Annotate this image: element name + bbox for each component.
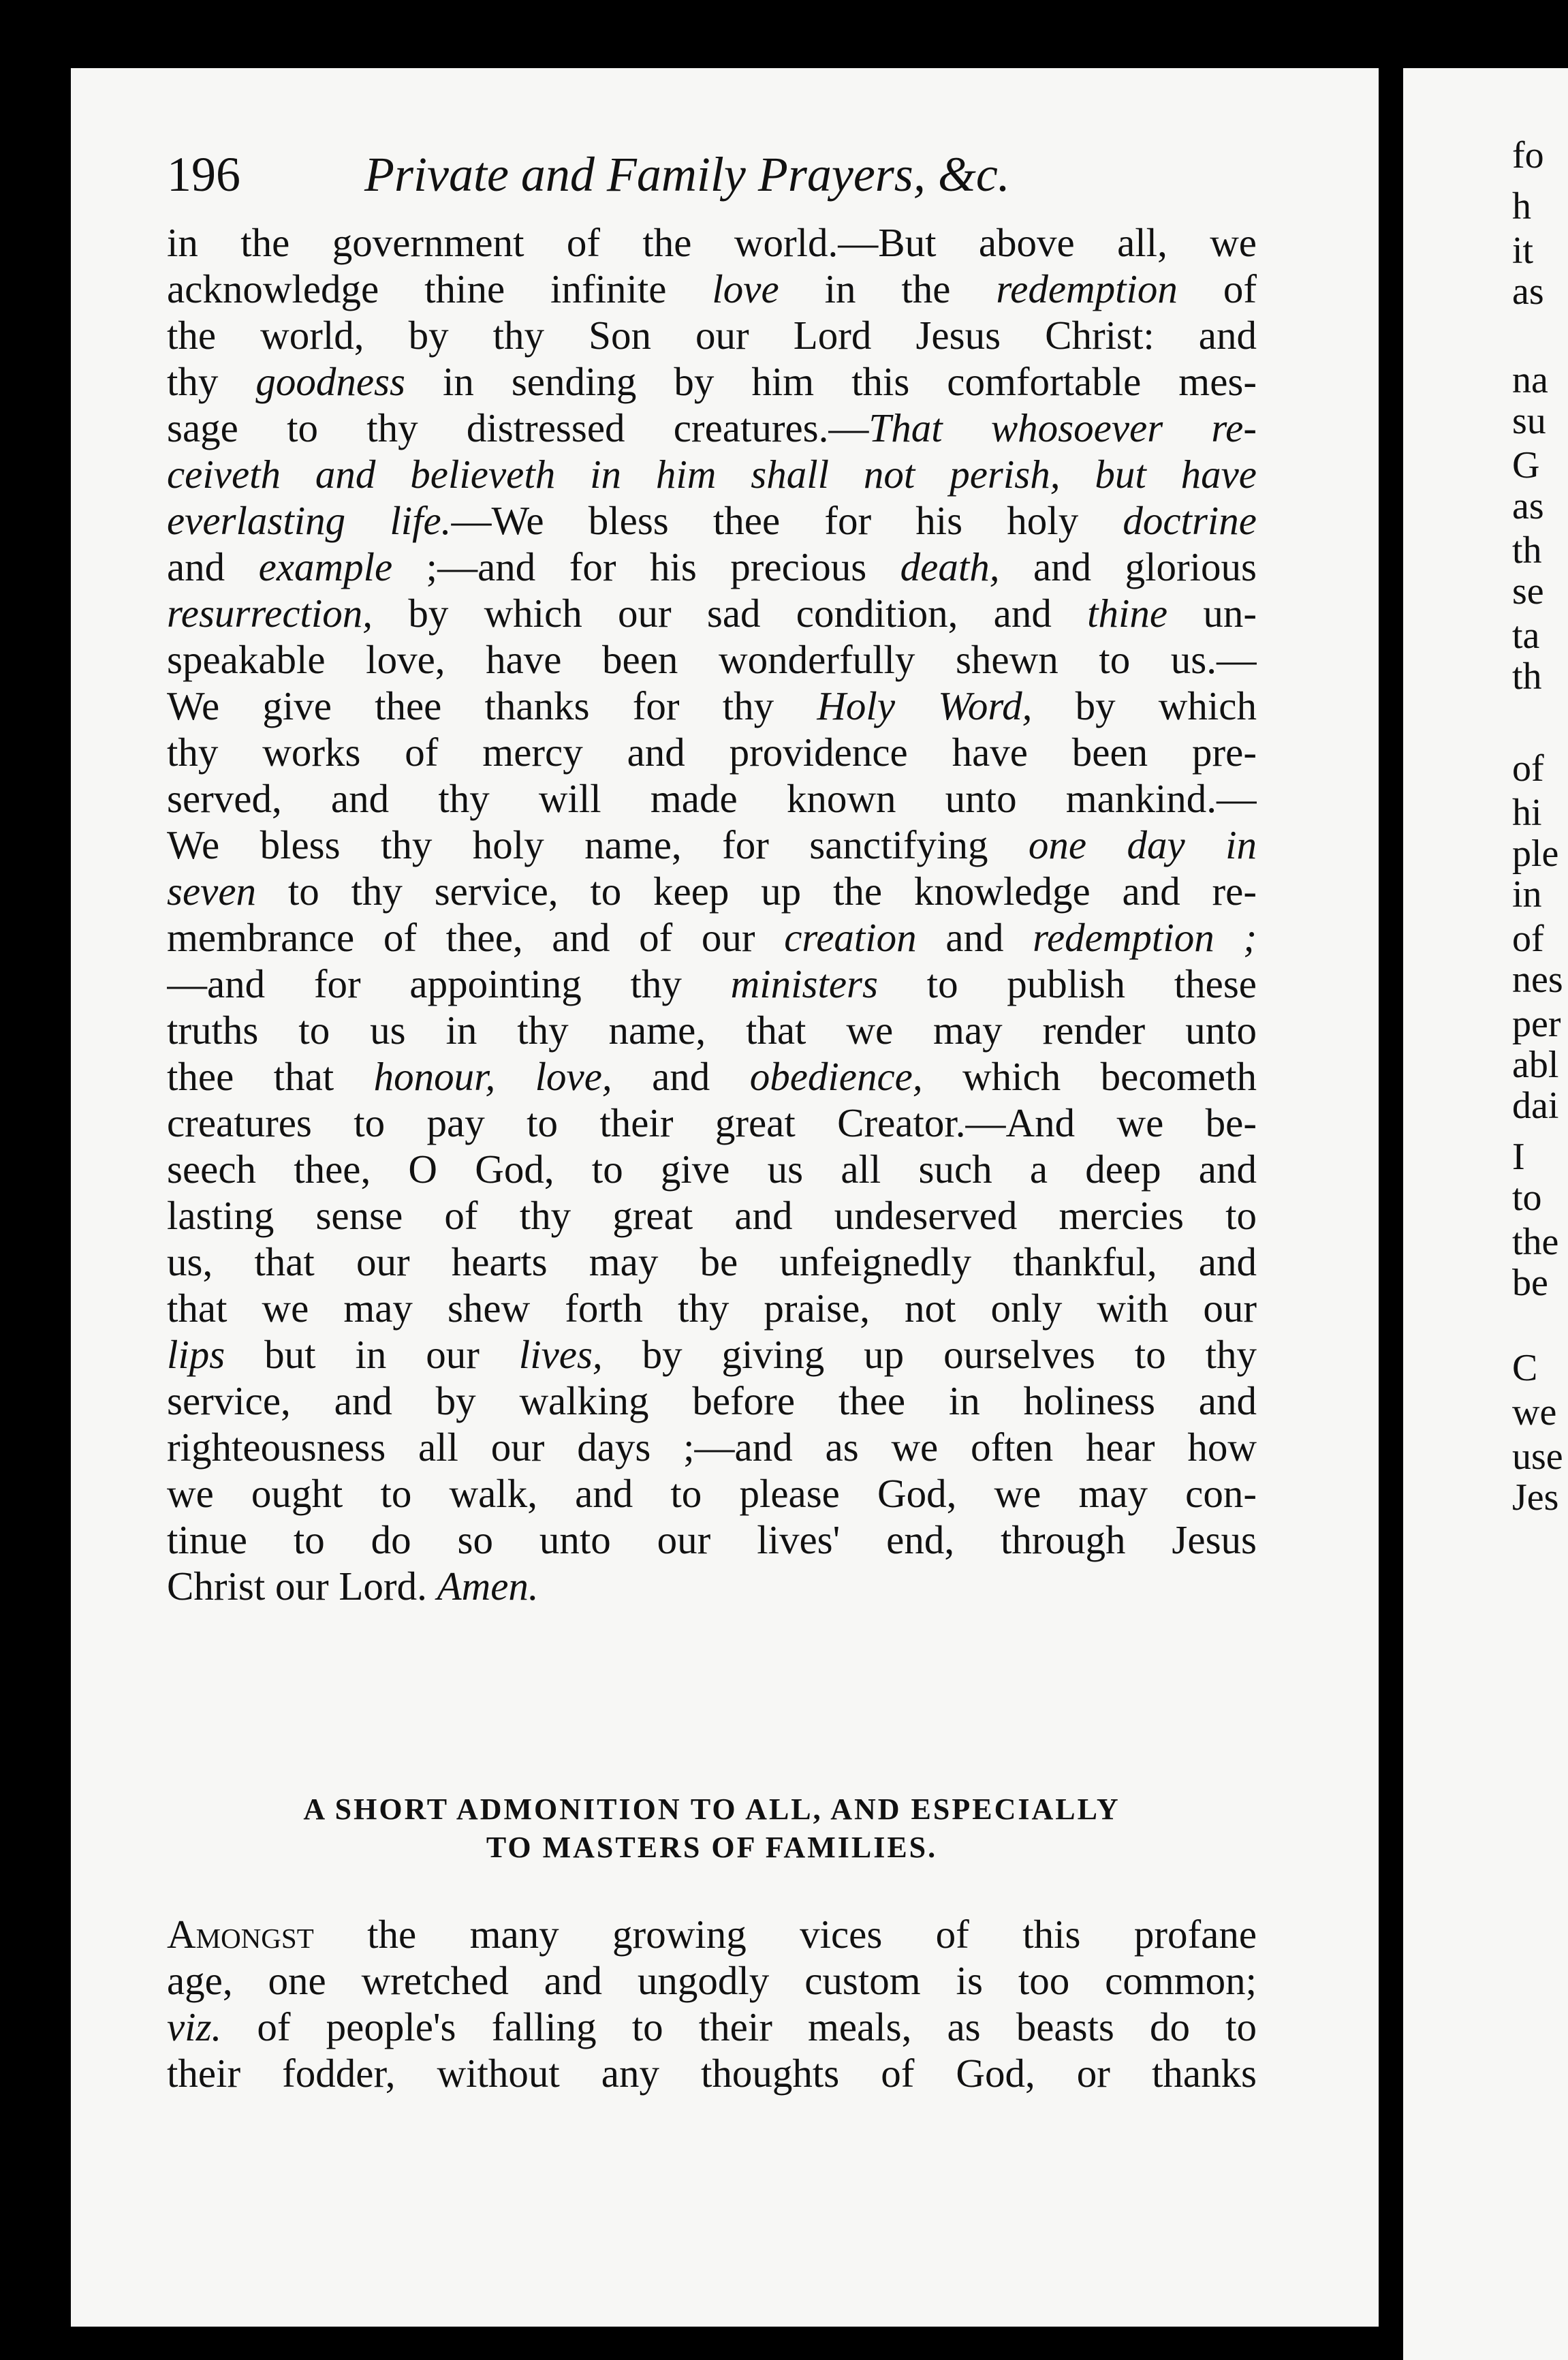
text-run: tinue to do so unto our lives' end, through Jesus <box>167 1517 1257 1562</box>
facing-page-fragment: nes <box>1512 959 1563 1001</box>
facing-page-fragment: of <box>1512 747 1544 790</box>
text-run: —and for appointing thy <box>167 961 731 1006</box>
text-line <box>167 2004 1257 2050</box>
text-run-italic: honour, love, <box>373 1054 612 1099</box>
text-line <box>167 729 1257 775</box>
text-run: to thy service, to keep up the knowledge and re- <box>256 869 1257 914</box>
facing-page-fragment: be <box>1512 1262 1548 1304</box>
facing-page-fragment: to <box>1512 1177 1542 1219</box>
text-line <box>167 1331 1257 1378</box>
text-run-italic: lives, <box>518 1332 603 1377</box>
text-run-italic: goodness <box>255 359 405 404</box>
text-line <box>167 775 1257 822</box>
text-run: by giving up ourselves to thy <box>602 1332 1257 1377</box>
text-run: un- <box>1167 591 1257 636</box>
text-run: Christ our Lord. <box>167 1564 437 1609</box>
text-run: sage to thy distressed creatures.— <box>167 405 869 450</box>
text-line <box>167 590 1257 636</box>
text-line <box>167 405 1257 451</box>
facing-page <box>1403 68 1568 2360</box>
text-run: of people's falling to their meals, as beasts do to <box>221 2004 1257 2049</box>
text-line <box>167 451 1257 497</box>
facing-page-fragment: th <box>1512 655 1542 698</box>
facing-page-fragment: abl <box>1512 1044 1559 1086</box>
text-run-italic: seven <box>167 869 257 914</box>
text-run: seech thee, O God, to give us all such a deep and <box>167 1147 1257 1192</box>
running-title: Private and Family Prayers, &c. <box>364 147 1010 202</box>
text-run-italic: redemption <box>996 266 1178 311</box>
text-line <box>167 868 1257 914</box>
text-run-italic: obedience, <box>749 1054 923 1099</box>
facing-page-fragment: as <box>1512 270 1544 313</box>
text-line <box>167 1517 1257 1563</box>
text-run: and <box>612 1054 750 1099</box>
text-run-italic: thine <box>1087 591 1168 636</box>
text-line <box>167 1378 1257 1424</box>
text-run: and <box>167 544 259 589</box>
text-run: that we may shew forth thy praise, not only with our <box>167 1286 1257 1331</box>
admonition-text <box>167 1911 1257 2096</box>
text-run-italic: ceiveth and believeth in him shall not perish, but have <box>167 452 1257 497</box>
text-line <box>167 1470 1257 1517</box>
text-run-italic: That whosoever re- <box>868 405 1257 450</box>
text-run: the world, by thy Son our Lord Jesus Christ: and <box>167 313 1257 358</box>
text-run: truths to us in thy name, that we may render unto <box>167 1008 1257 1053</box>
text-run: service, and by walking before thee in holiness and <box>167 1378 1257 1423</box>
facing-page-fragment: as <box>1512 485 1544 527</box>
text-run: in sending by him this comfortable mes- <box>405 359 1257 404</box>
page-number: 196 <box>167 147 240 202</box>
text-run: served, and thy will made known unto mankind.— <box>167 776 1257 821</box>
text-run: which becometh <box>922 1054 1257 1099</box>
text-run-italic: lips <box>167 1332 225 1377</box>
facing-page-fragment: G <box>1512 444 1540 486</box>
text-line <box>167 1285 1257 1331</box>
text-run: us, that our hearts may be unfeignedly thankful, and <box>167 1239 1257 1284</box>
text-run: thy <box>167 359 256 404</box>
text-run: We give thee thanks for thy <box>167 683 817 728</box>
text-run-italic: death, <box>900 544 1000 589</box>
facing-page-fragment: we <box>1512 1391 1557 1433</box>
facing-page-fragment: it <box>1512 230 1534 272</box>
text-run: and glorious <box>999 544 1257 589</box>
text-run-italic: ministers <box>730 961 878 1006</box>
text-line <box>167 961 1257 1007</box>
text-run: speakable love, have been wonderfully shewn to us.— <box>167 637 1257 682</box>
text-run: thy works of mercy and providence have been pre- <box>167 730 1257 775</box>
text-line <box>167 1100 1257 1146</box>
text-line <box>167 1239 1257 1285</box>
text-run-italic: Amen. <box>437 1564 539 1609</box>
text-run-italic: love <box>712 266 779 311</box>
text-run-italic: resurrection, <box>167 591 373 636</box>
section-heading <box>167 1790 1257 1867</box>
text-run-italic: one day in <box>1028 822 1257 867</box>
facing-page-fragment: per <box>1512 1003 1561 1045</box>
text-line <box>167 1911 1257 1957</box>
facing-page-fragment: dai <box>1512 1085 1559 1127</box>
section-heading-line-1: A SHORT ADMONITION TO ALL, AND ESPECIALLY <box>303 1792 1120 1826</box>
text-run: by which our sad condition, and <box>373 591 1088 636</box>
text-line <box>167 1563 1257 1609</box>
text-run: of <box>1177 266 1257 311</box>
text-run-italic: Holy Word, <box>817 683 1033 728</box>
text-run: the many growing vices of this profane <box>313 1912 1257 1957</box>
text-run: righteousness all our days ;—and as we often hear how <box>167 1425 1257 1470</box>
text-line <box>167 544 1257 590</box>
text-run: we ought to walk, and to please God, we may con- <box>167 1471 1257 1516</box>
text-run: ;—and for his precious <box>392 544 900 589</box>
text-run: acknowledge thine infinite <box>167 266 712 311</box>
text-line <box>167 636 1257 683</box>
facing-page-fragment: h <box>1512 185 1531 228</box>
text-run: by which <box>1032 683 1257 728</box>
text-run-italic: doctrine <box>1123 498 1257 543</box>
text-run: creatures to pay to their great Creator.—And we be- <box>167 1100 1257 1145</box>
facing-page-fragment: I <box>1512 1136 1525 1178</box>
text-run: thee that <box>167 1054 374 1099</box>
facing-page-fragment: na <box>1512 359 1548 401</box>
facing-page-fragment: C <box>1512 1347 1538 1389</box>
text-line <box>167 1424 1257 1470</box>
text-line <box>167 312 1257 358</box>
text-line <box>167 497 1257 544</box>
text-run: but in our <box>225 1332 519 1377</box>
facing-page-fragment: hi <box>1512 792 1542 834</box>
facing-page-fragment: se <box>1512 570 1544 612</box>
text-line <box>167 1053 1257 1100</box>
text-run-italic: example <box>258 544 393 589</box>
text-line <box>167 914 1257 961</box>
text-line: their fodder, without any thoughts of God, or thanks <box>167 2051 1257 2096</box>
text-run: and <box>916 915 1033 960</box>
prayer-text <box>167 219 1257 1609</box>
running-head <box>167 146 1257 201</box>
text-run-italic: everlasting life. <box>167 498 452 543</box>
facing-page-fragment: fo <box>1512 134 1544 176</box>
facing-page-fragment: su <box>1512 400 1546 442</box>
text-line <box>167 266 1257 312</box>
text-run: —We bless thee for his holy <box>451 498 1123 543</box>
text-run: membrance of thee, and of our <box>167 915 785 960</box>
facing-page-fragment: Jes <box>1512 1476 1559 1519</box>
text-run-italic: creation <box>784 915 917 960</box>
text-line <box>167 822 1257 868</box>
text-run: in the <box>779 266 997 311</box>
text-run: in the government of the world.—But above all, we <box>167 220 1257 265</box>
text-run-italic: viz. <box>167 2004 222 2049</box>
text-run: lasting sense of thy great and undeserved mercies to <box>167 1193 1257 1238</box>
text-line: age, one wretched and ungodly custom is too common; <box>167 1958 1257 2003</box>
text-line <box>167 1192 1257 1239</box>
facing-page-fragment: use <box>1512 1435 1563 1478</box>
text-line <box>167 358 1257 405</box>
text-line <box>167 1146 1257 1192</box>
text-run: We bless thy holy name, for sanctifying <box>167 822 1029 867</box>
facing-page-fragment: ta <box>1512 615 1540 657</box>
text-run-italic: redemption ; <box>1033 915 1257 960</box>
facing-page-fragment: th <box>1512 529 1542 572</box>
text-run: to publish these <box>877 961 1257 1006</box>
section-heading-line-2: TO MASTERS OF FAMILIES. <box>486 1831 938 1864</box>
facing-page-fragment: in <box>1512 873 1542 916</box>
text-line <box>167 1007 1257 1053</box>
text-line <box>167 683 1257 729</box>
facing-page-fragment: ple <box>1512 833 1559 875</box>
drop-word: Amongst <box>167 1912 314 1957</box>
text-line <box>167 219 1257 266</box>
facing-page-fragment: the <box>1512 1221 1559 1263</box>
facing-page-fragment: of <box>1512 918 1544 960</box>
